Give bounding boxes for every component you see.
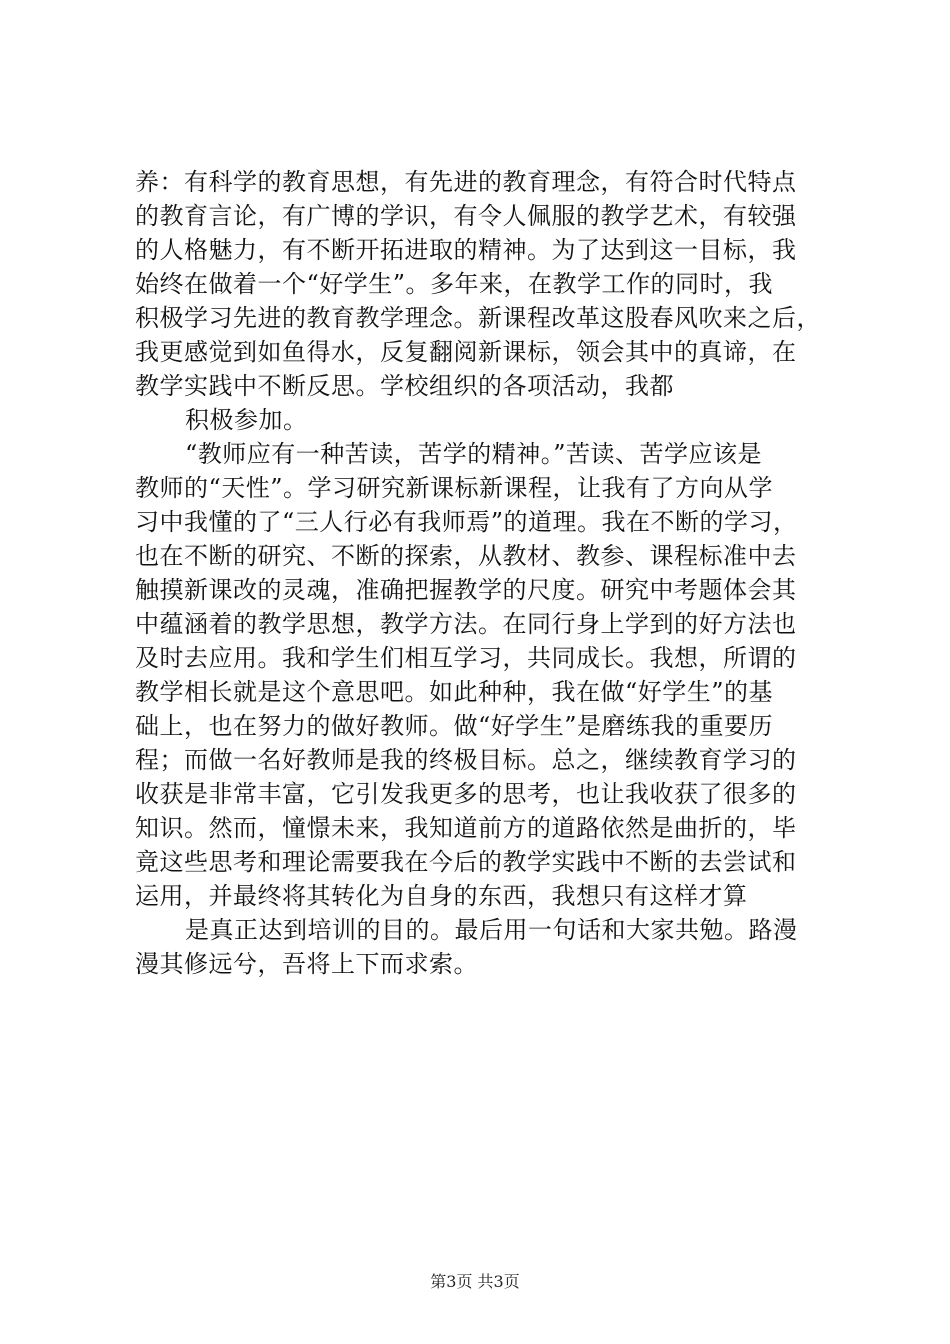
text-line: 竟这些思考和理论需要我在今后的教学实践中不断的去尝试和 [135,848,797,876]
text-line: 养：有科学的教育思想，有先进的教育理念，有符合时代特点 [135,168,797,196]
text-line: 的教育言论，有广博的学识，有令人佩服的教学艺术，有较强 [135,202,797,230]
text-line: 积极参加。 [185,406,308,434]
text-line: 教学相长就是这个意思吧。如此种种，我在做“好学生”的基 [135,678,774,706]
text-line: 础上，也在努力的做好教师。做“好学生”是磨练我的重要历 [135,712,774,740]
text-line: 运用，并最终将其转化为自身的东西，我想只有这样才算 [135,882,748,910]
page-number: 第3页 共3页 [430,1272,520,1291]
text-line: 中蕴涵着的教学思想，教学方法。在同行身上学到的好方法也 [135,610,797,638]
text-line: 积极学习先进的教育教学理念。新课程改革这股春风吹来之后， [135,304,821,332]
text-line: “教师应有一种苦读，苦学的精神。”苦读、苦学应该是 [185,440,763,468]
text-line: 我更感觉到如鱼得水，反复翻阅新课标，领会其中的真谛，在 [135,338,797,366]
body-text [135,165,835,981]
text-line: 及时去应用。我和学生们相互学习，共同成长。我想，所谓的 [135,644,797,672]
text-line: 触摸新课改的灵魂，准确把握教学的尺度。研究中考题体会其 [135,576,797,604]
text-line: 教学实践中不断反思。学校组织的各项活动，我都 [135,372,674,400]
text-line: 程；而做一名好教师是我的终极目标。总之，继续教育学习的 [135,746,797,774]
text-line: 的人格魅力，有不断开拓进取的精神。为了达到这一目标，我 [135,236,797,264]
text-line: 教师的“天性”。学习研究新课标新课程，让我有了方向从学 [135,474,774,502]
text-line: 知识。然而，憧憬未来，我知道前方的道路依然是曲折的，毕 [135,814,797,842]
text-line: 始终在做着一个“好学生”。多年来，在教学工作的同时，我 [135,270,774,298]
text-line: 漫其修远兮，吾将上下而求索。 [135,950,478,978]
text-line: 收获是非常丰富，它引发我更多的思考，也让我收获了很多的 [135,780,797,808]
text-line: 也在不断的研究、不断的探索，从教材、教参、课程标准中去 [135,542,797,570]
text-line: 习中我懂的了“三人行必有我师焉”的道理。我在不断的学习， [135,508,798,536]
text-line: 是真正达到培训的目的。最后用一句话和大家共勉。路漫 [185,916,798,944]
page-footer [0,1272,950,1292]
